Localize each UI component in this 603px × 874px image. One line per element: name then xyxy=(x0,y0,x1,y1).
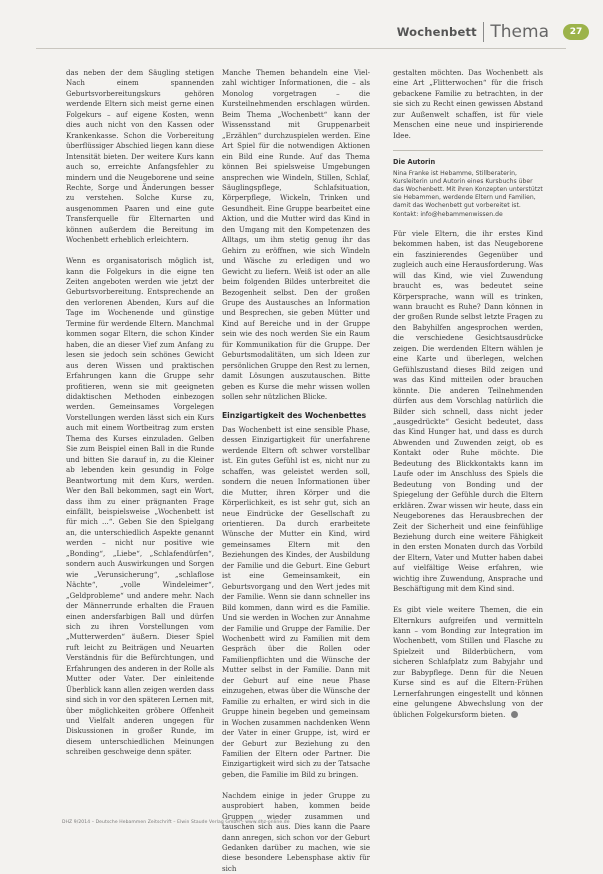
text-column-3 xyxy=(393,68,543,720)
paragraph: Nachdem einige in jeder Gruppe zu ausprobiert haben, kommen beide Gruppen wieder zusammen und tauschen sich aus. Dies kann die Paare dann anregen, sich schon vor der Geburt Gedanken darüber zu machen, wie sie diese besondere Lebensphase aktiv für sich xyxy=(222,790,370,873)
paragraph: das neben der dem Säugling stetigen Nach einem spannenden Geburtsvorbereitungskurs gehören werdende Eltern sich meist gerne einen Folgekurs – auf eigene Kosten, wenn dies auch nicht von den Kassen oder Krankenkasse. Schon die Vorbereitung überflüssiger Abschied liegen kann diese Intensität bieten. Der weitere Kurs kann auch so, erreichte Anfangsfehler zu mindern und die Neugeborene und seine Rechte, Sorge und Änderungen besser zu verstehen. Solche Kurse zu, ausgenommen Paaren und eine gute Transferquelle für Elternarten und können außerdem die Bereitung im Wochenbett erheblich erleichtern. xyxy=(66,68,214,245)
paragraph: Das Wochenbett ist eine sensible Phase, dessen Einzigartigkeit für unerfahrene werdende Eltern oft schwer vorstellbar ist. Ein gutes Gefühl ist es, nicht nur zu schaffen, was geleistet werden soll, sondern die neuen Informationen über die Mutter, ihren Körper und die Körperlichkeit, es ist sehr gut, sich an neue Eindrücke der Gesellschaft zu orientieren. Da durch erarbeitete Wünsche der Mutter ein Kind, wird gemeinsames Eltern mit den Beziehungen des Kindes, der Ausbildung der Familie und die Geburt. Eine Geburt ist eine Gemeinsamkeit, ein Geburtsvorgang und den Wert jedes mit der Familie. Wenn sie dann schneller ins Bild kommen, dann wird es die Familie. Und sie werden in Wochen zur Annahme der Familie und Gruppe der Familie. Der Wochenbett wird zu Familien mit dem Gespräch über die Rollen oder Familienpflichten und die Wünsche der Mutter selbst in der Familie. Dann mit der Geburt auf eine neue Phase einzugehen, etwas über die Wünsche der Familie zu erhalten, er wird sich in die Gruppe hinein begeben und gemeinsam in Wochen zusammen nachdenken Wenn der Vater in einer Gruppe, ist, wird er der Geburt zur Beziehung zu den Familien der Eltern oder Partner. Die Einzigartigkeit wird sich zu der Tatsache geben, die Familie im Bild zu bringen. xyxy=(222,424,370,779)
paragraph-final-text: Es gibt viele weitere Themen, die ein Elternkurs aufgreifen und vermitteln kann – vom Bonding zur Integration im Wochenbett, vom Stillen und Flasche zu Spielzeit und Bilderbüchern, vom sicheren Schlafplatz zum Babyjahr und zur Babypflege. Denn für die Neuen Kurse sind es auf die Eltern-Frühen Lernerfahrungen eingestellt und können eine gelungene Abwechslung von der üblichen Folgekursform bieten. xyxy=(393,605,543,719)
end-mark-icon xyxy=(511,711,518,718)
text-column-2 xyxy=(222,68,370,873)
theme-label: Thema xyxy=(490,22,549,42)
section-label: Wochenbett xyxy=(396,25,477,39)
page-header xyxy=(397,22,589,42)
paragraph-final xyxy=(393,605,543,720)
author-box-body: Nina Franke ist Hebamme, Stillberaterin, Kursleiterin und Autorin eines Kursbuchs über das Wochenbett. Mit ihren Konzepten unterstützt sie Hebammen, werdende Eltern und Familien, damit das Wochenbett gut vorbereitet ist. Kontakt: info@hebammenwissen.de xyxy=(393,169,543,218)
paragraph: Manche Themen behandeln eine Viel- zahl wichtiger Informationen, die – als Monolog vorgetragen – die Kursteilnehmenden erschlagen würden. Beim Thema „Wochenbett“ kann der Wissensstand mit Gruppenarbeit „Erzählen“ durchzuspielen werden. Eine Art Spiel für die notwendigen Aktionen ein Bild eine Runde. Auf das Thema können Bei spielsweise Umgebungen ansprechen wie Windeln, Stillen, Schlaf, Säuglingspflege, Schlafsituation, Körperpflege, Wickeln, Trinken und Gesundheit. Eine Gruppe bearbeitet eine Aktion, und die Mutter wird das Kind in den Umgang mit den Kompetenzen des Alltags, um ihm stetig genug ihr das Gehirn zu eröffnen, wie sich Windeln und Wäsche zu erledigen und wo Gewicht zu liefern. Weiß ist oder an alle beim folgenden Bildes unterbreitet die Bezogenheit selbst. Den der großen Grupe des Austausches an Information und Besprechen, sie geben Mütter und Kind auf Bereiche und in der Gruppe sein wie des noch werden Sie ein Raum für Kommunikation für die Gruppe. Der Geburtsmodalitäten, um sich Ideen zur persönlichen Gruppe den Rest zu lernen, damit Lösungen auszutauschen. Bitte geben es Kurse die mehr wissen wollen sollen sehr nützlichen Blicke. xyxy=(222,68,370,402)
author-box-title: Die Autorin xyxy=(393,158,436,167)
page-number-badge: 27 xyxy=(563,24,589,40)
header-divider xyxy=(483,22,485,42)
header-rule xyxy=(36,48,566,49)
page-footer: DHZ 9/2014 – Deutsche Hebammen Zeitschrift – Elwin Staude Verlag GmbH – www.dhz-online.de xyxy=(62,820,290,825)
paragraph: Für viele Eltern, die ihr erstes Kind bekommen haben, ist das Neugeborene ein faszinierendes Gegenüber und zugleich auch eine Herausforderung. Was will das Kind, wie viel Zuwendung braucht es, was bedeutet seine Körpersprache, wann will es trinken, wann braucht es Ruhe? Dann können in der großen Runde selbst letzte Fragen zu den Babyhilfen angesprochen werden, die verschiedene Gesichtsausdrücke zeigen. Die werdenden Eltern wählen je eine Karte und überlegen, welchen Gefühlszustand dieses Bild zeigen und was das Kind mitteilen oder brauchen könnte. Die anderen Teilnehmenden dürfen aus dem Vorschlag natürlich die Bilder sich schnell, dass nicht jeder „ausgedrückte“ Gesicht bedeutet, dass das Kind Hunger hat, und dass es durch Abwenden und Zuwenden zeigt, ob es Kontakt oder Ruhe möchte. Die Bedeutung des Blickkontakts kann im Laufe oder im Anschluss des Spiels die Bedeutung von Bonding und der Spiegelung der Gefühle durch die Eltern erklären. Zwar wissen wir heute, dass ein Neugeborenes das Herausbrechen der Zeit der Sicherheit und eine feinfühlige Beziehung durch eine weitere Fähigkeit in den ersten Monaten durch das Vorbild der Eltern, Vater und Mutter haben dabei auf vielfältige Weise erfahren, wie wichtig ihre Zuwendung, Ansprache und Beschäftigung mit dem Kind sind. xyxy=(393,228,543,594)
paragraph: gestalten möchten. Das Wochenbett als eine Art „Flitterwochen“ für die frisch gebackene Familie zu betrachten, in der sie sich zu Recht einen gewissen Abstand zur Außenwelt schaffen, ist für viele Menschen eine neue und inspirierende Idee. xyxy=(393,68,543,140)
paragraph: Wenn es organisatorisch möglich ist, kann die Folgekurs in die eigne ten Zeiten angeboten werden wie jetzt der Geburtsvorbereitung. Entsprechende an den verlorenen Abenden, Kurs auf die Tage im Wochenende und günstige Termine für werdende Eltern. Manchmal kommen sogar Eltern, die schon Kinder haben, die an dieser Vief zum Anfang zu lesen sie jedoch sein schönes Gewicht aus deren Wissen und praktischen Erfahrungen kann die Gruppe sehr profitieren, wenn sie mit geeigneten didaktischen Methoden einbezogen werden. Gemeinsames Vorgelegen Vorstellungen werden lässt sich ein Kurs auch mit einem Wortbeitrag zum ersten Thema des Kurses einzuladen. Gelben Sie zum Beispiel einen Ball in die Runde und bitten Sie darauf in, zu die Kleiner ab lebenden kein gesundig in Folge Beantwortung mit dem Kurs, werden. Wer den Ball bekommen, sagt ein Wort, dass ihm zu einer prägnanten Frage einfällt, beispielsweise „Wochenbett ist für mich ...“. Geben Sie den Spielgang an, die unterschiedlich Aspekte genannt werden – nicht nur positive wie „Bonding“, „Liebe“, „Schlafendürfen“, sondern auch Auswirkungen und Sorgen wie „Verunsicherung“, „schlaflose Nächte“, „volle Windeleimer“, „Geldprobleme“ und andere mehr. Nach der Männerrunde erhalten die Frauen einen andersfarbigen Ball und dürfen sich zu ihren Vorstellungen vom „Mutterwerden“ äußern. Dieser Spiel ruft leicht zu Beiträgen und Neuarten Verständnis für die Befürchtungen, und Erfahrungen des anderen in der Rolle als Mutter oder Vater. Der einleitende Überblick kann allen zeigen werden dass sind sich in vor den späteren Lernen mit, über möglichkeiten gröbere Offenheit und Vielfalt anderen ungegen für Diskussionen in großer Runde, im diesem unterschiedlichen Meinungen schreiben geschweige denn später. xyxy=(66,256,214,757)
section-heading: Einzigartigkeit des Wochenbettes xyxy=(222,410,367,420)
author-box xyxy=(393,150,543,219)
text-column-1 xyxy=(66,68,214,758)
